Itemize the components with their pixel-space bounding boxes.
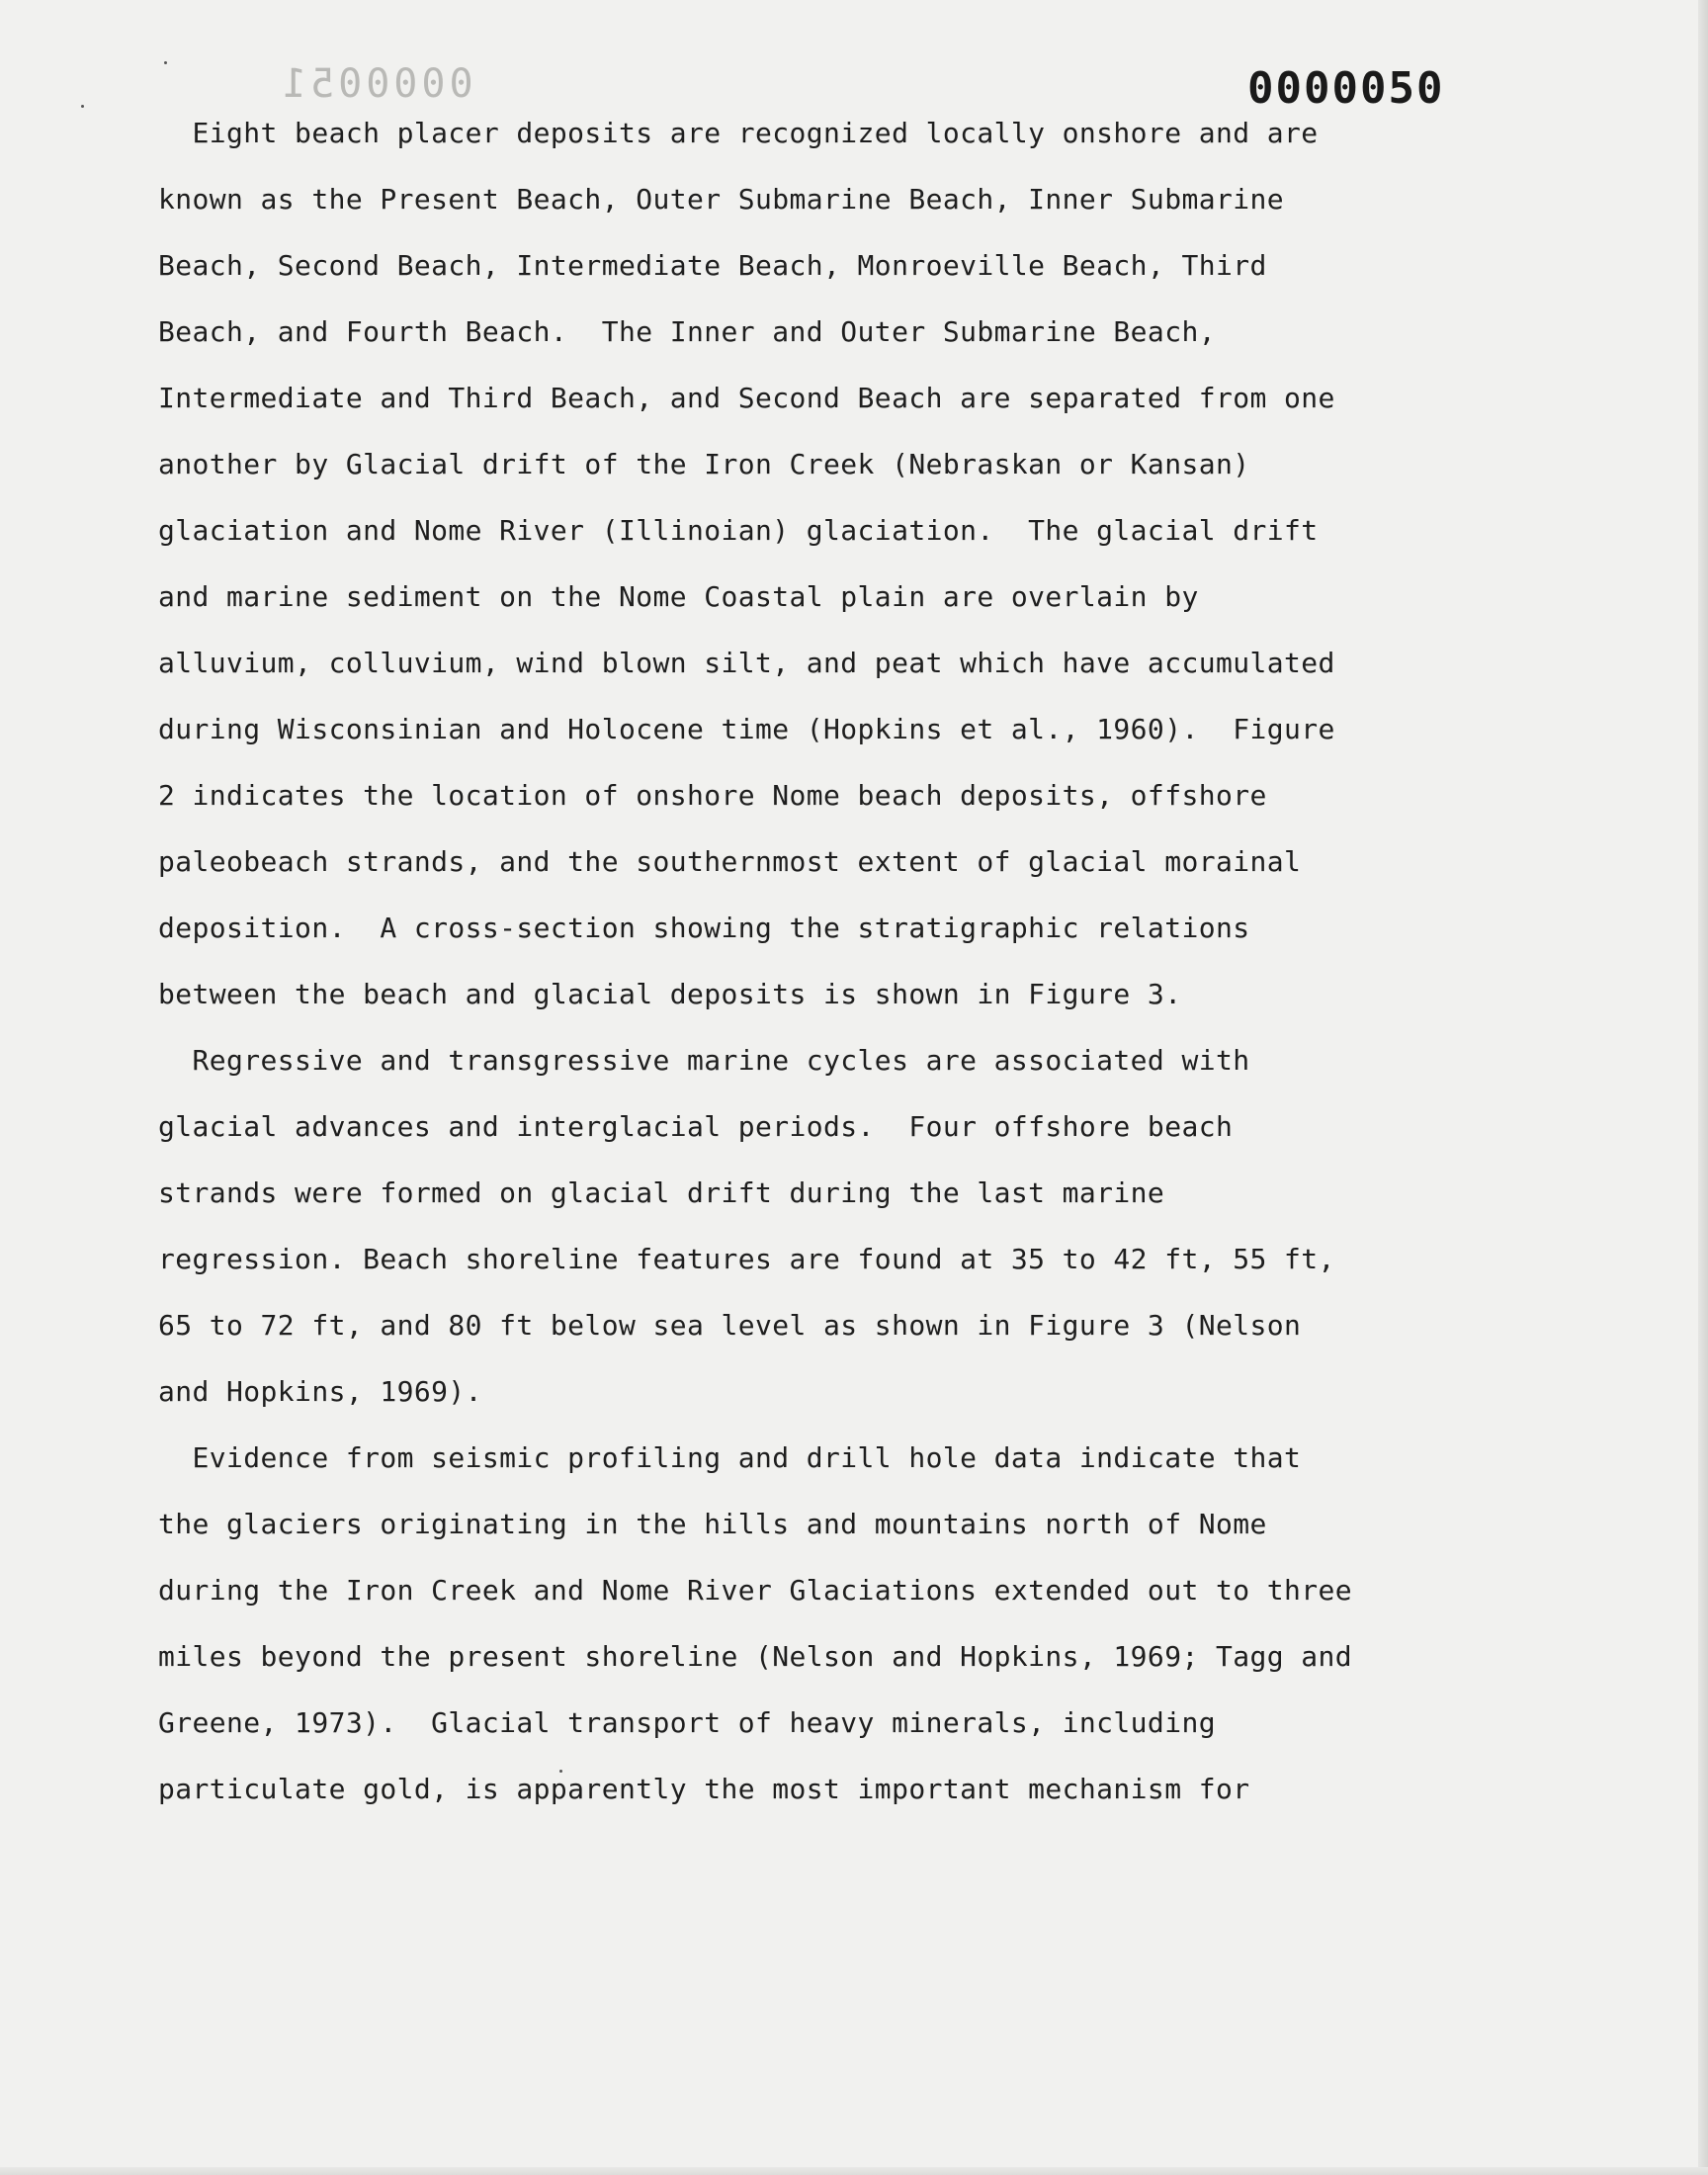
text-line: another by Glacial drift of the Iron Creek (Nebraskan or Kansan) [158, 448, 1250, 480]
text-line: glaciation and Nome River (Illinoian) glaciation. The glacial drift [158, 514, 1319, 547]
text-line: during Wisconsinian and Holocene time (Hopkins et al., 1960). Figure [158, 713, 1335, 745]
page-bottom-shadow [0, 2167, 1708, 2175]
text-line: glacial advances and interglacial periods. Four offshore beach [158, 1110, 1234, 1143]
page-number: 0000050 [1247, 63, 1445, 114]
text-line: known as the Present Beach, Outer Submarine Beach, Inner Submarine [158, 183, 1284, 216]
text-line: Greene, 1973). Glacial transport of heavy minerals, including [158, 1706, 1216, 1739]
text-line: 2 indicates the location of onshore Nome beach deposits, offshore [158, 779, 1267, 812]
text-line: Regressive and transgressive marine cycles are associated with [158, 1044, 1250, 1077]
text-line: alluvium, colluvium, wind blown silt, and peat which have accumulated [158, 647, 1335, 679]
scan-speck [81, 105, 84, 108]
text-line: Beach, Second Beach, Intermediate Beach, Monroeville Beach, Third [158, 249, 1267, 282]
text-line: deposition. A cross-section showing the stratigraphic relations [158, 912, 1250, 944]
text-line: the glaciers originating in the hills and mountains north of Nome [158, 1508, 1267, 1540]
text-line: strands were formed on glacial drift during the last marine [158, 1176, 1165, 1209]
bleed-through-page-number: 0000051 [279, 61, 473, 107]
text-line: between the beach and glacial deposits is shown in Figure 3. [158, 978, 1182, 1010]
text-line: miles beyond the present shoreline (Nelson and Hopkins, 1969; Tagg and [158, 1640, 1353, 1673]
text-line: particulate gold, is apparently the most important mechanism for [158, 1773, 1250, 1805]
text-line: regression. Beach shoreline features are found at 35 to 42 ft, 55 ft, [158, 1243, 1335, 1275]
text-line: and marine sediment on the Nome Coastal plain are overlain by [158, 580, 1199, 613]
text-line: during the Iron Creek and Nome River Glaciations extended out to three [158, 1574, 1353, 1607]
text-line: paleobeach strands, and the southernmost extent of glacial morainal [158, 845, 1302, 878]
page-edge-shadow [1698, 0, 1708, 2175]
text-line: Intermediate and Third Beach, and Second Beach are separated from one [158, 382, 1335, 414]
text-line: Evidence from seismic profiling and drill hole data indicate that [158, 1441, 1302, 1474]
body-text [158, 117, 1353, 1839]
text-line: Eight beach placer deposits are recognized locally onshore and are [158, 117, 1319, 149]
text-line: and Hopkins, 1969). [158, 1375, 482, 1408]
text-line: 65 to 72 ft, and 80 ft below sea level as shown in Figure 3 (Nelson [158, 1309, 1302, 1342]
text-line: Beach, and Fourth Beach. The Inner and Outer Submarine Beach, [158, 315, 1216, 348]
scan-speck [164, 61, 167, 64]
